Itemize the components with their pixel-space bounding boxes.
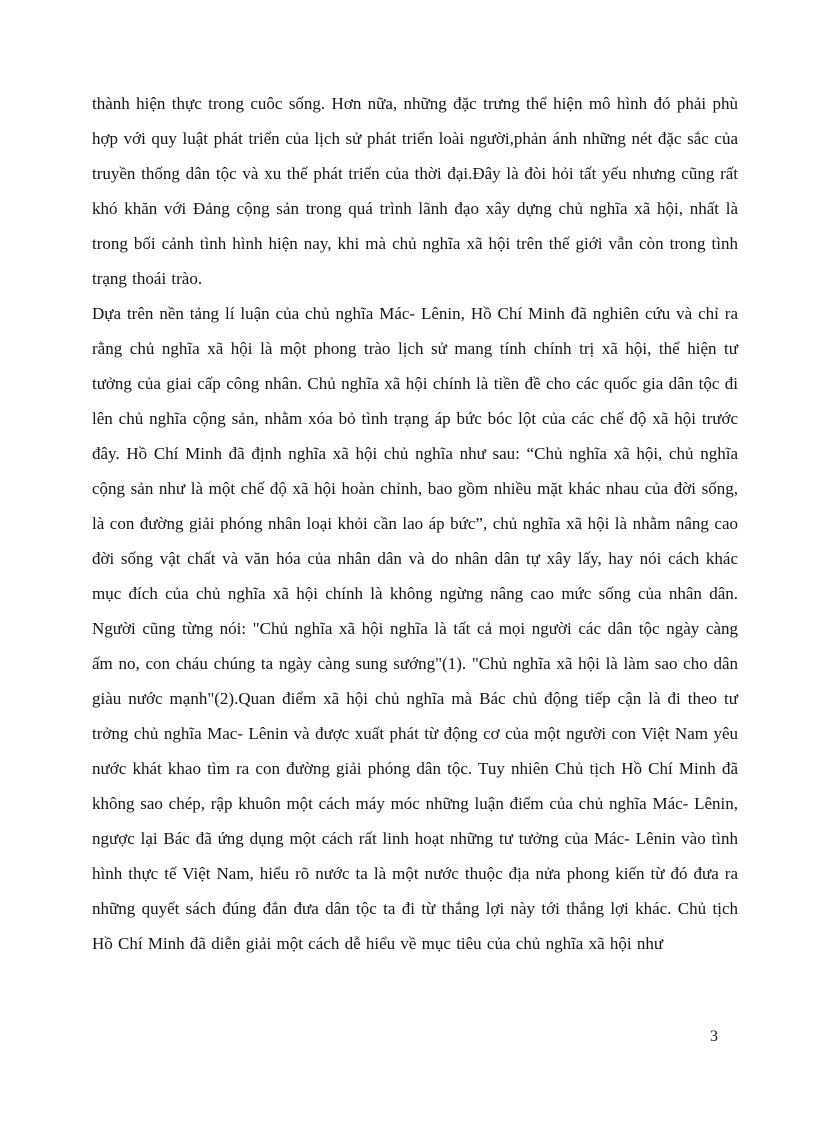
paragraph: thành hiện thực trong cuôc sống. Hơn nữa, những đặc trưng thể hiện mô hình đó phải phù hợp với quy luật phát triển của lịch sử phát triển loài người,phản ánh những nét đặc sắc của truyền thống dân tộc và xu thế phát triển của thời đại.Đây là đòi hỏi tất yếu nhưng cũng rất khó khăn với Đảng cộng sản trong quá trình lãnh đạo xây dựng chủ nghĩa xã hội, nhất là trong bối cảnh tình hình hiện nay, khi mà chủ nghĩa xã hội trên thế giới vẫn còn trong tình trạng thoái trào. <box>92 94 738 288</box>
page-body-text <box>92 86 738 961</box>
page-number: 3 <box>710 1028 718 1045</box>
paragraph: Dựa trên nền tảng lí luận của chủ nghĩa Mác- Lênin, Hồ Chí Minh đã nghiên cứu và chỉ ra rằng chủ nghĩa xã hội là một phong trào lịch sử mang tính chính trị xã hội, thể hiện tư tưởng của giai cấp công nhân. Chủ nghĩa xã hội chính là tiền đề cho các quốc gia dân tộc đi lên chủ nghĩa cộng sản, nhằm xóa bỏ tình trạng áp bức bóc lột của các chế độ xã hội trước đây. Hồ Chí Minh đã định nghĩa xã hội chủ nghĩa như sau: “Chủ nghĩa xã hội, chủ nghĩa cộng sản như là một chế độ xã hội hoàn chỉnh, bao gồm nhiều mặt khác nhau của đời sống, là con đường giải phóng nhân loại khỏi cần lao áp bức”, chủ nghĩa xã hội là nhằm nâng cao đời sống vật chất và văn hóa của nhân dân và do nhân dân tự xây lấy, hay nói cách khác mục đích của chủ nghĩa xã hội chính là không ngừng nâng cao mức sống của nhân dân. Người cũng từng nói: "Chủ nghĩa xã hội nghĩa là tất cả mọi người các dân tộc ngày càng ấm no, con cháu chúng ta ngày càng sung sướng"(1). "Chủ nghĩa xã hội là làm sao cho dân giàu nước mạnh"(2).Quan điểm xã hội chủ nghĩa mà Bác chủ động tiếp cận là đi theo tư trởng chủ nghĩa Mac- Lênin và được xuất phát từ động cơ của một người con Việt Nam yêu nước khát khao tìm ra con đường giải phóng dân tộc. Tuy nhiên Chủ tịch Hồ Chí Minh đã không sao chép, rập khuôn một cách máy móc những luận điểm của chủ nghĩa Mác- Lênin, ngược lại Bác đã ứng dụng một cách rất linh hoạt những tư tưởng của Mác- Lênin vào tình hình thực tế Việt Nam, hiểu rõ nước ta là một nước thuộc địa nửa phong kiến từ đó đưa ra những quyết sách đúng đắn đưa dân tộc ta đi từ thắng lợi này tới thắng lợi khác. Chủ tịch Hồ Chí Minh đã diễn giải một cách dễ hiểu về mục tiêu của chủ nghĩa xã hội như <box>92 304 738 953</box>
